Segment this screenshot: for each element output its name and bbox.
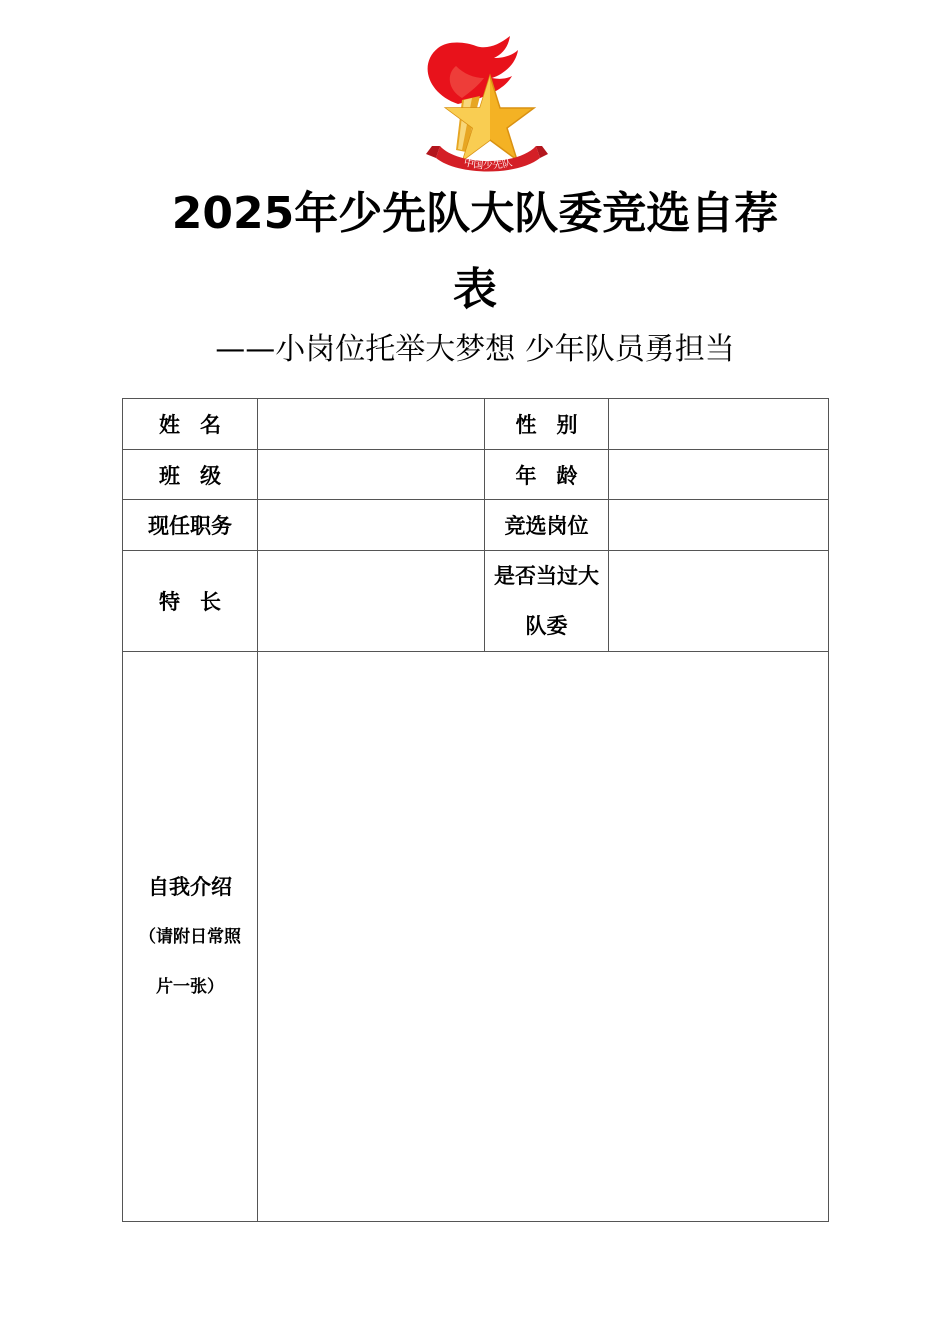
self-introduction-label [123,652,258,1222]
intro-label-text: 自我介绍 [148,874,232,899]
served-before-label-line1: 是否当过大 [494,564,599,588]
emblem-ribbon-text: 中国少先队 [462,157,514,172]
gender-label: 性别 [485,399,609,450]
served-before-label-line2: 队委 [525,614,568,638]
page-title: 2025年少先队大队委竞选自荐 [171,188,779,239]
page-subtitle: ——小岗位托举大梦想 少年队员勇担当 [215,332,735,367]
page-title-continued: 表 [453,264,497,315]
specialty-label: 特长 [123,551,258,652]
class-label: 班级 [123,450,258,500]
young-pioneers-emblem-icon [418,34,548,176]
svg-text:中国少先队 [463,155,514,171]
self-introduction-field[interactable] [258,652,829,1222]
name-field[interactable] [258,399,485,450]
age-field[interactable] [609,450,829,500]
intro-note-line1: （请附日常照 [139,926,241,947]
self-nomination-form-table [122,398,829,1222]
age-label: 年龄 [485,450,609,500]
served-before-label [485,551,609,652]
current-position-label: 现任职务 [123,500,258,551]
current-position-field[interactable] [258,500,485,551]
class-field[interactable] [258,450,485,500]
specialty-field[interactable] [258,551,485,652]
name-label: 姓名 [123,399,258,450]
served-before-field[interactable] [609,551,829,652]
intro-note-line2: 片一张） [156,976,224,997]
election-position-field[interactable] [609,500,829,551]
election-position-label: 竞选岗位 [485,500,609,551]
gender-field[interactable] [609,399,829,450]
